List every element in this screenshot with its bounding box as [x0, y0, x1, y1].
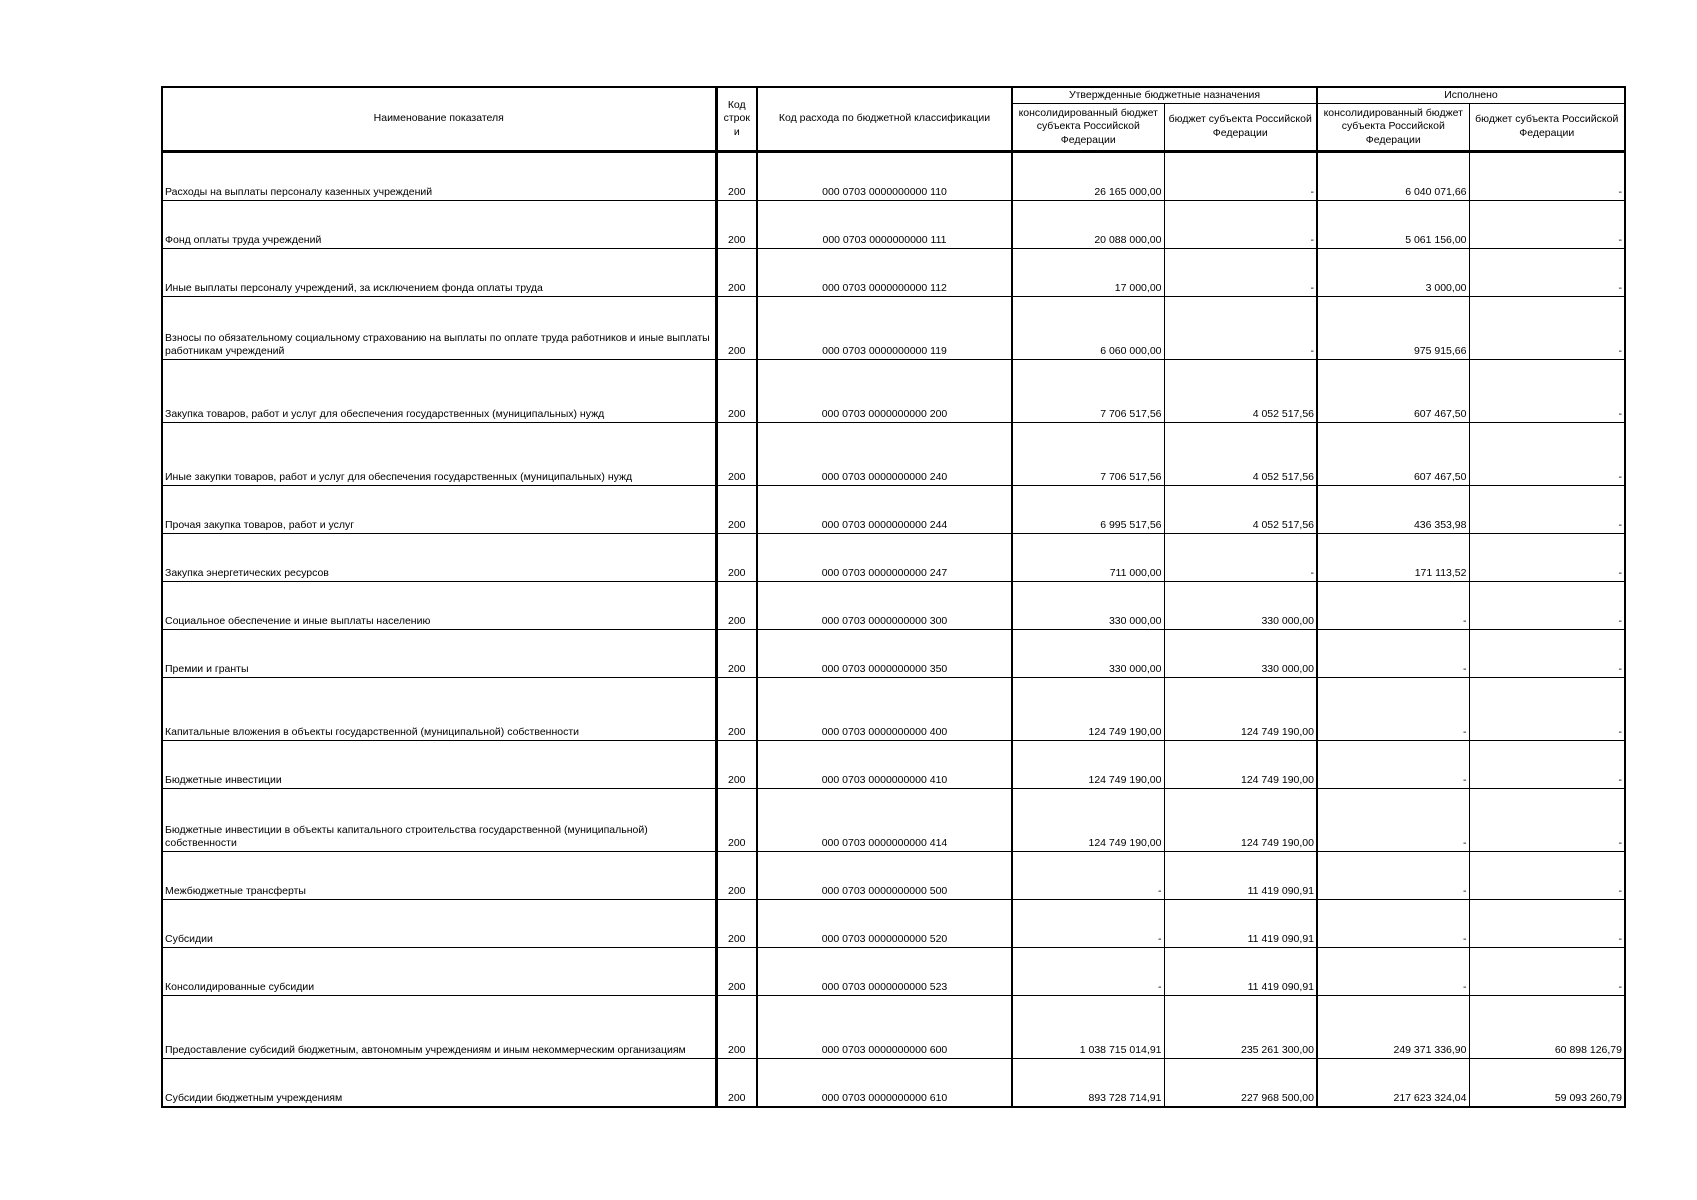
table-row: [162, 152, 1625, 201]
row-executed-subject: -: [1469, 486, 1625, 534]
row-executed-consolidated: 249 371 336,90: [1317, 996, 1469, 1059]
row-kbk-code: 000 0703 0000000000 600: [757, 996, 1012, 1059]
row-executed-subject: -: [1469, 297, 1625, 360]
row-indicator-name: Премии и гранты: [162, 630, 716, 678]
row-approved-consolidated: 17 000,00: [1012, 249, 1164, 297]
row-indicator-name: Закупка товаров, работ и услуг для обеспечения государственных (муниципальных) нужд: [162, 360, 716, 423]
row-indicator-name: Иные закупки товаров, работ и услуг для обеспечения государственных (муниципальных) нужд: [162, 423, 716, 486]
table-row: [162, 789, 1625, 852]
row-approved-subject: -: [1164, 201, 1317, 249]
row-code: 200: [716, 741, 757, 789]
row-code: 200: [716, 582, 757, 630]
row-approved-subject: 11 419 090,91: [1164, 948, 1317, 996]
row-executed-subject: -: [1469, 852, 1625, 900]
row-approved-consolidated: -: [1012, 948, 1164, 996]
row-executed-consolidated: -: [1317, 678, 1469, 741]
row-approved-consolidated: 7 706 517,56: [1012, 360, 1164, 423]
row-indicator-name: Расходы на выплаты персоналу казенных учреждений: [162, 152, 716, 201]
row-executed-subject: 59 093 260,79: [1469, 1059, 1625, 1108]
row-approved-consolidated: 711 000,00: [1012, 534, 1164, 582]
row-kbk-code: 000 0703 0000000000 119: [757, 297, 1012, 360]
row-executed-consolidated: -: [1317, 741, 1469, 789]
header-executed-consolidated: консолидированный бюджет субъекта Российской Федерации: [1317, 104, 1469, 152]
row-executed-consolidated: 607 467,50: [1317, 360, 1469, 423]
table-header: [162, 87, 1625, 152]
row-approved-subject: 4 052 517,56: [1164, 486, 1317, 534]
row-approved-subject: 227 968 500,00: [1164, 1059, 1317, 1108]
row-approved-subject: 4 052 517,56: [1164, 423, 1317, 486]
row-executed-subject: -: [1469, 249, 1625, 297]
row-code: 200: [716, 360, 757, 423]
row-approved-subject: -: [1164, 297, 1317, 360]
row-indicator-name: Предоставление субсидий бюджетным, автономным учреждениям и иным некоммерческим организациям: [162, 996, 716, 1059]
row-approved-consolidated: 20 088 000,00: [1012, 201, 1164, 249]
row-indicator-name: Консолидированные субсидии: [162, 948, 716, 996]
row-indicator-name: Иные выплаты персоналу учреждений, за исключением фонда оплаты труда: [162, 249, 716, 297]
row-indicator-name: Прочая закупка товаров, работ и услуг: [162, 486, 716, 534]
row-kbk-code: 000 0703 0000000000 610: [757, 1059, 1012, 1108]
row-approved-consolidated: 330 000,00: [1012, 630, 1164, 678]
row-executed-consolidated: 975 915,66: [1317, 297, 1469, 360]
row-executed-consolidated: -: [1317, 582, 1469, 630]
row-kbk-code: 000 0703 0000000000 110: [757, 152, 1012, 201]
row-code: 200: [716, 948, 757, 996]
row-executed-subject: -: [1469, 741, 1625, 789]
row-executed-subject: -: [1469, 152, 1625, 201]
row-executed-consolidated: 5 061 156,00: [1317, 201, 1469, 249]
row-indicator-name: Бюджетные инвестиции в объекты капитального строительства государственной (муниципальной) собственности: [162, 789, 716, 852]
row-code: 200: [716, 249, 757, 297]
header-approved-subject: бюджет субъекта Российской Федерации: [1164, 104, 1317, 152]
row-kbk-code: 000 0703 0000000000 400: [757, 678, 1012, 741]
header-executed-subject: бюджет субъекта Российской Федерации: [1469, 104, 1625, 152]
header-kbk-code: Код расхода по бюджетной классификации: [757, 87, 1012, 152]
row-executed-subject: -: [1469, 582, 1625, 630]
row-indicator-name: Субсидии: [162, 900, 716, 948]
row-approved-subject: 11 419 090,91: [1164, 900, 1317, 948]
header-indicator-name: Наименование показателя: [162, 87, 716, 152]
row-approved-consolidated: 893 728 714,91: [1012, 1059, 1164, 1108]
row-approved-consolidated: -: [1012, 852, 1164, 900]
row-indicator-name: Закупка энергетических ресурсов: [162, 534, 716, 582]
row-kbk-code: 000 0703 0000000000 500: [757, 852, 1012, 900]
row-kbk-code: 000 0703 0000000000 247: [757, 534, 1012, 582]
table-row: [162, 534, 1625, 582]
row-executed-subject: -: [1469, 630, 1625, 678]
row-executed-consolidated: 217 623 324,04: [1317, 1059, 1469, 1108]
row-approved-consolidated: -: [1012, 900, 1164, 948]
row-kbk-code: 000 0703 0000000000 244: [757, 486, 1012, 534]
table-row: [162, 486, 1625, 534]
table-row: [162, 996, 1625, 1059]
row-kbk-code: 000 0703 0000000000 414: [757, 789, 1012, 852]
row-code: 200: [716, 678, 757, 741]
row-executed-consolidated: -: [1317, 900, 1469, 948]
row-code: 200: [716, 152, 757, 201]
row-approved-consolidated: 124 749 190,00: [1012, 789, 1164, 852]
row-code: 200: [716, 486, 757, 534]
table-body: [162, 152, 1625, 1108]
row-approved-consolidated: 6 060 000,00: [1012, 297, 1164, 360]
header-group-executed: Исполнено: [1317, 87, 1625, 104]
row-executed-subject: 60 898 126,79: [1469, 996, 1625, 1059]
row-executed-subject: -: [1469, 423, 1625, 486]
row-code: 200: [716, 852, 757, 900]
row-approved-subject: 235 261 300,00: [1164, 996, 1317, 1059]
row-code: 200: [716, 630, 757, 678]
row-kbk-code: 000 0703 0000000000 200: [757, 360, 1012, 423]
row-kbk-code: 000 0703 0000000000 112: [757, 249, 1012, 297]
header-group-approved: Утвержденные бюджетные назначения: [1012, 87, 1317, 104]
table-row: [162, 360, 1625, 423]
row-approved-consolidated: 330 000,00: [1012, 582, 1164, 630]
row-indicator-name: Взносы по обязательному социальному страхованию на выплаты по оплате труда работников и иные выплаты работникам учреждений: [162, 297, 716, 360]
row-kbk-code: 000 0703 0000000000 240: [757, 423, 1012, 486]
budget-expenditure-table: [161, 86, 1626, 1108]
row-approved-subject: -: [1164, 534, 1317, 582]
row-executed-subject: -: [1469, 201, 1625, 249]
row-approved-subject: 124 749 190,00: [1164, 741, 1317, 789]
table-row: [162, 630, 1625, 678]
row-indicator-name: Субсидии бюджетным учреждениям: [162, 1059, 716, 1108]
row-code: 200: [716, 900, 757, 948]
row-code: 200: [716, 1059, 757, 1108]
row-code: 200: [716, 297, 757, 360]
row-approved-consolidated: 124 749 190,00: [1012, 678, 1164, 741]
row-approved-subject: -: [1164, 249, 1317, 297]
row-executed-subject: -: [1469, 360, 1625, 423]
table-row: [162, 741, 1625, 789]
row-kbk-code: 000 0703 0000000000 523: [757, 948, 1012, 996]
row-indicator-name: Бюджетные инвестиции: [162, 741, 716, 789]
row-indicator-name: Капитальные вложения в объекты государственной (муниципальной) собственности: [162, 678, 716, 741]
table-row: [162, 249, 1625, 297]
row-code: 200: [716, 789, 757, 852]
row-approved-subject: 124 749 190,00: [1164, 678, 1317, 741]
row-approved-subject: 330 000,00: [1164, 582, 1317, 630]
row-approved-subject: -: [1164, 152, 1317, 201]
row-executed-consolidated: -: [1317, 789, 1469, 852]
table-row: [162, 297, 1625, 360]
row-executed-consolidated: 3 000,00: [1317, 249, 1469, 297]
row-approved-subject: 330 000,00: [1164, 630, 1317, 678]
row-approved-subject: 4 052 517,56: [1164, 360, 1317, 423]
header-approved-consolidated: консолидированный бюджет субъекта Российской Федерации: [1012, 104, 1164, 152]
row-approved-consolidated: 1 038 715 014,91: [1012, 996, 1164, 1059]
row-approved-subject: 11 419 090,91: [1164, 852, 1317, 900]
table-row: [162, 948, 1625, 996]
table-row: [162, 1059, 1625, 1108]
row-executed-consolidated: 436 353,98: [1317, 486, 1469, 534]
row-kbk-code: 000 0703 0000000000 410: [757, 741, 1012, 789]
row-executed-consolidated: -: [1317, 852, 1469, 900]
row-code: 200: [716, 201, 757, 249]
row-executed-subject: -: [1469, 534, 1625, 582]
row-executed-consolidated: 6 040 071,66: [1317, 152, 1469, 201]
row-code: 200: [716, 423, 757, 486]
row-executed-consolidated: 171 113,52: [1317, 534, 1469, 582]
row-code: 200: [716, 996, 757, 1059]
row-executed-subject: -: [1469, 948, 1625, 996]
row-indicator-name: Межбюджетные трансферты: [162, 852, 716, 900]
row-indicator-name: Социальное обеспечение и иные выплаты населению: [162, 582, 716, 630]
row-approved-consolidated: 6 995 517,56: [1012, 486, 1164, 534]
row-executed-consolidated: -: [1317, 630, 1469, 678]
table-row: [162, 201, 1625, 249]
table-row: [162, 678, 1625, 741]
header-row-code: Код строк и: [716, 87, 757, 152]
row-kbk-code: 000 0703 0000000000 520: [757, 900, 1012, 948]
row-code: 200: [716, 534, 757, 582]
row-executed-subject: -: [1469, 789, 1625, 852]
table-row: [162, 900, 1625, 948]
row-executed-subject: -: [1469, 678, 1625, 741]
row-executed-consolidated: -: [1317, 948, 1469, 996]
table-row: [162, 852, 1625, 900]
row-kbk-code: 000 0703 0000000000 300: [757, 582, 1012, 630]
row-kbk-code: 000 0703 0000000000 350: [757, 630, 1012, 678]
row-approved-subject: 124 749 190,00: [1164, 789, 1317, 852]
row-approved-consolidated: 7 706 517,56: [1012, 423, 1164, 486]
row-indicator-name: Фонд оплаты труда учреждений: [162, 201, 716, 249]
table-row: [162, 423, 1625, 486]
row-kbk-code: 000 0703 0000000000 111: [757, 201, 1012, 249]
row-approved-consolidated: 26 165 000,00: [1012, 152, 1164, 201]
table-row: [162, 582, 1625, 630]
row-executed-subject: -: [1469, 900, 1625, 948]
row-approved-consolidated: 124 749 190,00: [1012, 741, 1164, 789]
row-executed-consolidated: 607 467,50: [1317, 423, 1469, 486]
